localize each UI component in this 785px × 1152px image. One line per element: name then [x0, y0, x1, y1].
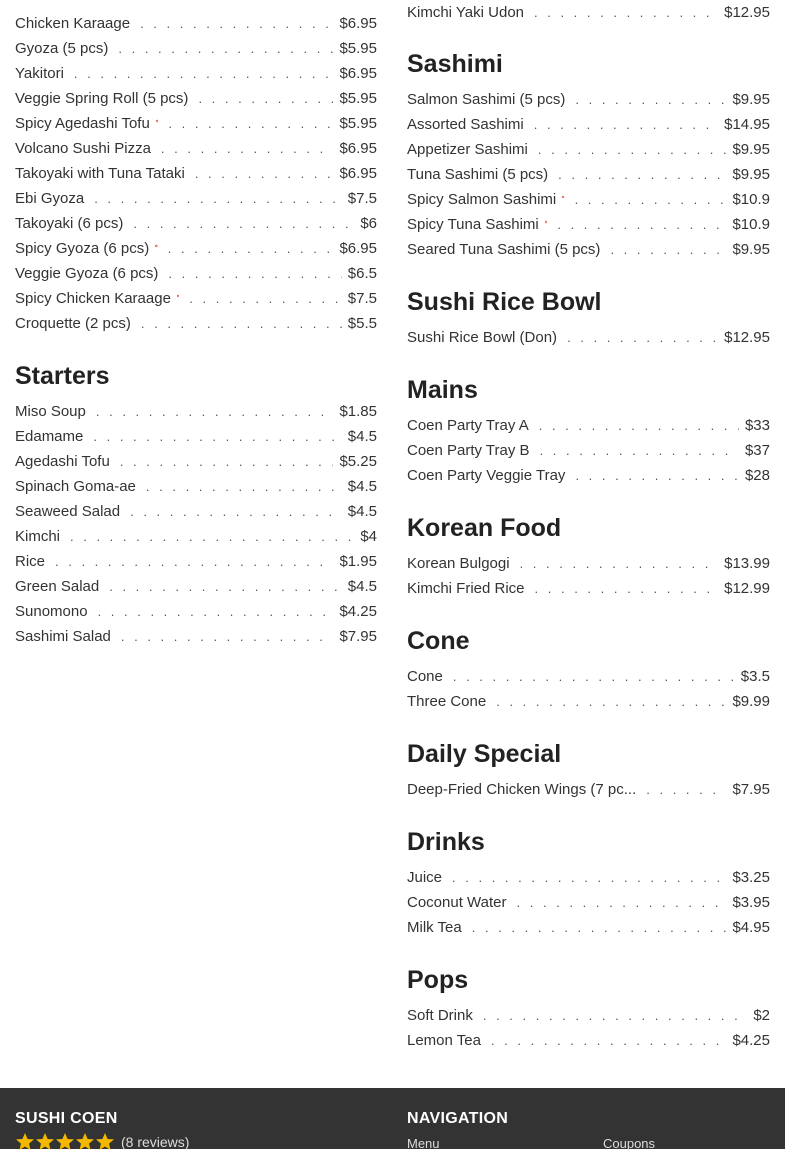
dot-leader — [538, 137, 727, 162]
menu-item[interactable] — [407, 112, 770, 137]
menu-item-price: $6.95 — [339, 15, 377, 32]
section-title: Korean Food — [407, 514, 562, 542]
menu-item[interactable] — [407, 212, 770, 237]
menu-item-name: Kimchi — [15, 528, 61, 545]
dot-leader — [96, 399, 334, 424]
dot-leader — [452, 865, 726, 890]
menu-item[interactable] — [407, 890, 770, 915]
menu-item[interactable] — [15, 186, 377, 211]
dot-leader — [540, 438, 739, 463]
menu-item-price: $7.95 — [339, 628, 377, 645]
menu-item-price: $33 — [744, 417, 770, 434]
menu-item[interactable] — [407, 325, 770, 350]
dot-leader — [168, 236, 334, 261]
dot-leader — [168, 111, 333, 136]
menu-item-price: $3.5 — [740, 668, 770, 685]
menu-item[interactable] — [15, 599, 377, 624]
section-title: Pops — [407, 966, 469, 994]
menu-item[interactable] — [15, 86, 377, 111]
menu-item-name: Three Cone — [407, 693, 487, 710]
menu-item[interactable] — [407, 463, 770, 488]
menu-item-price: $4.5 — [347, 478, 377, 495]
menu-item-name: Miso Soup — [15, 403, 86, 420]
dot-leader — [496, 689, 726, 714]
menu-item[interactable] — [407, 576, 770, 601]
menu-item[interactable] — [407, 438, 770, 463]
menu-section — [407, 513, 770, 601]
dot-leader — [168, 261, 341, 286]
menu-item-price: $6.95 — [339, 240, 377, 257]
menu-item-price: $9.95 — [732, 166, 770, 183]
menu-item[interactable] — [15, 449, 377, 474]
dot-leader — [98, 599, 334, 624]
dot-leader — [453, 664, 735, 689]
menu-item[interactable] — [407, 137, 770, 162]
menu-item-price: $4.95 — [732, 919, 770, 936]
menu-item-price: $1.95 — [339, 553, 377, 570]
menu-item[interactable] — [15, 424, 377, 449]
dot-leader — [146, 474, 342, 499]
dot-leader — [161, 136, 334, 161]
menu-item[interactable] — [407, 162, 770, 187]
section-title: Starters — [15, 362, 110, 390]
menu-item-price: $5.95 — [339, 90, 377, 107]
dot-leader — [534, 112, 718, 137]
dot-leader — [575, 187, 727, 212]
menu-item[interactable] — [15, 11, 377, 36]
menu-item-name: Appetizer Sashimi — [407, 141, 528, 158]
menu-item-price: $37 — [744, 442, 770, 459]
menu-item-price: $6.95 — [339, 140, 377, 157]
dot-leader — [610, 237, 726, 262]
menu-item[interactable] — [15, 524, 377, 549]
menu-item-name: Seared Tuna Sashimi (5 pcs) — [407, 241, 601, 258]
menu-item-name: Deep-Fried Chicken Wings (7 pc... — [407, 781, 637, 798]
dot-leader — [535, 576, 719, 601]
menu-item-price: $28 — [744, 467, 770, 484]
menu-item-price: $9.99 — [732, 693, 770, 710]
menu-section — [407, 965, 770, 1053]
menu-section — [407, 287, 770, 350]
menu-item[interactable] — [407, 1028, 770, 1053]
star-icon — [55, 1132, 75, 1152]
menu-item-name: Soft Drink — [407, 1007, 473, 1024]
menu-section-starters — [15, 361, 377, 649]
menu-item[interactable] — [15, 286, 377, 311]
menu-item-name: Tuna Sashimi (5 pcs) — [407, 166, 549, 183]
menu-item-price: $4.25 — [732, 1032, 770, 1049]
menu-item-price: $14.95 — [724, 116, 770, 133]
menu-item-name: Kimchi Fried Rice — [407, 580, 525, 597]
dot-leader — [130, 499, 342, 524]
menu-item-price: $4.5 — [347, 578, 377, 595]
section-title: Daily Special — [407, 740, 562, 768]
menu-item-name: Coen Party Tray A — [407, 417, 529, 434]
menu-item-name: Ebi Gyoza — [15, 190, 85, 207]
star-icon — [95, 1132, 115, 1152]
dot-leader — [120, 449, 334, 474]
menu-item-price: $13.99 — [724, 555, 770, 572]
restaurant-name: SUSHI COEN — [15, 1110, 118, 1127]
menu-item[interactable] — [407, 865, 770, 890]
menu-item-name: Kimchi Yaki Udon — [407, 4, 524, 21]
menu-item-name: Spicy Chicken Karaage — [15, 290, 171, 307]
menu-item-price: $10.9 — [732, 216, 770, 233]
dot-leader — [558, 162, 726, 187]
menu-item-name: Rice — [15, 553, 46, 570]
menu-item-price: $4 — [360, 528, 377, 545]
nav-link-menu[interactable]: Menu — [407, 1136, 440, 1151]
menu-item[interactable] — [407, 87, 770, 112]
menu-item-price: $4.25 — [339, 603, 377, 620]
menu-item-price: $12.99 — [724, 580, 770, 597]
rating-stars[interactable] — [15, 1132, 189, 1152]
right-menu-column — [407, 0, 770, 1053]
dot-leader — [557, 212, 726, 237]
flame-icon — [156, 114, 159, 128]
site-footer — [0, 1088, 785, 1149]
menu-item-name: Coen Party Tray B — [407, 442, 530, 459]
menu-item-name: Yakitori — [15, 65, 64, 82]
dot-leader — [189, 286, 342, 311]
flame-icon — [562, 190, 564, 204]
menu-item-price: $6.95 — [339, 165, 377, 182]
menu-item-name: Salmon Sashimi (5 pcs) — [407, 91, 566, 108]
menu-item[interactable] — [407, 689, 770, 714]
menu-item-price: $9.95 — [732, 241, 770, 258]
menu-item-name: Spicy Tuna Sashimi — [407, 216, 539, 233]
menu-item[interactable] — [15, 111, 377, 136]
menu-item-price: $12.95 — [724, 4, 770, 21]
menu-item-price: $10.9 — [732, 191, 770, 208]
section-title: Drinks — [407, 828, 485, 856]
dot-leader — [539, 413, 739, 438]
menu-item[interactable] — [407, 551, 770, 576]
dot-leader — [133, 211, 354, 236]
menu-item-price: $1.85 — [339, 403, 377, 420]
menu-item[interactable] — [15, 549, 377, 574]
dot-leader — [567, 325, 718, 350]
menu-item[interactable] — [15, 61, 377, 86]
menu-section — [407, 739, 770, 802]
menu-item[interactable] — [407, 915, 770, 940]
menu-item[interactable] — [407, 237, 770, 262]
menu-item-price: $4.5 — [347, 428, 377, 445]
dot-leader — [94, 186, 342, 211]
menu-item-price: $2 — [753, 1007, 770, 1024]
menu-section — [407, 375, 770, 488]
section-title: Sashimi — [407, 50, 503, 78]
menu-item[interactable] — [15, 474, 377, 499]
menu-item-price: $5.95 — [339, 115, 377, 132]
menu-section-appetizers — [15, 11, 377, 336]
reviews-count[interactable]: (8 reviews) — [121, 1134, 190, 1150]
dot-leader — [121, 624, 334, 649]
menu-item-price: $5.5 — [347, 315, 377, 332]
dot-leader — [70, 524, 354, 549]
dot-leader — [109, 574, 342, 599]
menu-section — [407, 49, 770, 262]
menu-item-price: $7.5 — [347, 290, 377, 307]
navigation-title: NAVIGATION — [407, 1110, 509, 1127]
menu-item[interactable] — [407, 777, 770, 802]
menu-item[interactable] — [15, 211, 377, 236]
dot-leader — [517, 890, 727, 915]
dot-leader — [491, 1028, 727, 1053]
menu-item-name: Takoyaki (6 pcs) — [15, 215, 124, 232]
menu-item-name: Lemon Tea — [407, 1032, 481, 1049]
dot-leader — [472, 915, 727, 940]
menu-item-name: Coen Party Veggie Tray — [407, 467, 566, 484]
menu-item-name: Veggie Spring Roll (5 pcs) — [15, 90, 189, 107]
menu-item[interactable] — [407, 413, 770, 438]
star-icon — [35, 1132, 55, 1152]
menu-item-name: Chicken Karaage — [15, 15, 131, 32]
menu-item[interactable] — [15, 574, 377, 599]
left-menu-column — [15, 0, 377, 649]
flame-icon — [177, 289, 179, 303]
section-title: Sushi Rice Bowl — [407, 288, 602, 316]
menu-item-name: Seaweed Salad — [15, 503, 121, 520]
dot-leader — [198, 86, 333, 111]
menu-item-name: Sunomono — [15, 603, 88, 620]
menu-item-name: Coconut Water — [407, 894, 507, 911]
menu-item[interactable] — [407, 664, 770, 689]
menu-item[interactable] — [407, 0, 770, 25]
menu-section — [407, 827, 770, 940]
section-title: Cone — [407, 627, 470, 655]
menu-item-price: $5.25 — [339, 453, 377, 470]
menu-item[interactable] — [15, 499, 377, 524]
menu-item-name: Spicy Agedashi Tofu — [15, 115, 150, 132]
dot-leader — [140, 11, 333, 36]
dot-leader — [575, 463, 739, 488]
menu-item-name: Veggie Gyoza (6 pcs) — [15, 265, 159, 282]
menu-item[interactable] — [15, 236, 377, 261]
menu-item-price: $3.25 — [732, 869, 770, 886]
flame-icon — [545, 215, 548, 229]
menu-item-name: Cone — [407, 668, 443, 685]
menu-item-name: Spicy Gyoza (6 pcs) — [15, 240, 150, 257]
menu-item-price: $9.95 — [732, 141, 770, 158]
menu-item-name: Agedashi Tofu — [15, 453, 110, 470]
menu-item[interactable] — [15, 136, 377, 161]
flame-icon — [155, 239, 158, 253]
menu-item-price: $7.95 — [732, 781, 770, 798]
menu-section — [407, 626, 770, 714]
menu-item-price: $6 — [360, 215, 377, 232]
dot-leader — [118, 36, 333, 61]
menu-item-name: Sashimi Salad — [15, 628, 111, 645]
menu-item-name: Gyoza (5 pcs) — [15, 40, 109, 57]
menu-item-name: Green Salad — [15, 578, 100, 595]
menu-item[interactable] — [15, 399, 377, 424]
menu-item[interactable] — [15, 624, 377, 649]
menu-item-name: Spicy Salmon Sashimi — [407, 191, 557, 208]
menu-item-name: Volcano Sushi Pizza — [15, 140, 151, 157]
menu-item[interactable] — [15, 311, 377, 336]
menu-item-name: Korean Bulgogi — [407, 555, 510, 572]
star-icon — [15, 1132, 35, 1152]
menu-item-price: $4.5 — [347, 503, 377, 520]
menu-item-name: Takoyaki with Tuna Tataki — [15, 165, 185, 182]
dot-leader — [141, 311, 342, 336]
star-icon — [75, 1132, 95, 1152]
menu-item-price: $6.95 — [339, 65, 377, 82]
menu-item-name: Spinach Goma-ae — [15, 478, 136, 495]
menu-item[interactable] — [15, 161, 377, 186]
menu-item-name: Sushi Rice Bowl (Don) — [407, 329, 558, 346]
dot-leader — [646, 777, 726, 802]
menu-item-name: Croquette (2 pcs) — [15, 315, 131, 332]
menu-item-price: $7.5 — [347, 190, 377, 207]
menu-item-name: Assorted Sashimi — [407, 116, 524, 133]
menu-item[interactable] — [15, 36, 377, 61]
menu-item-name: Juice — [407, 869, 443, 886]
dot-leader — [520, 551, 719, 576]
nav-link-coupons[interactable]: Coupons — [603, 1136, 656, 1151]
dot-leader — [93, 424, 341, 449]
menu-item-name: Edamame — [15, 428, 84, 445]
menu-item-price: $12.95 — [724, 329, 770, 346]
dot-leader — [575, 87, 726, 112]
dot-leader — [483, 1003, 747, 1028]
menu-item[interactable] — [407, 1003, 770, 1028]
dot-leader — [74, 61, 334, 86]
section-title: Mains — [407, 376, 478, 404]
menu-item-price: $5.95 — [339, 40, 377, 57]
menu-item-price: $6.5 — [347, 265, 377, 282]
menu-item-price: $9.95 — [732, 91, 770, 108]
menu-item-name: Milk Tea — [407, 919, 462, 936]
menu-item[interactable] — [15, 261, 377, 286]
dot-leader — [55, 549, 333, 574]
menu-item-price: $3.95 — [732, 894, 770, 911]
menu-item[interactable] — [407, 187, 770, 212]
dot-leader — [534, 0, 718, 25]
dot-leader — [195, 161, 334, 186]
